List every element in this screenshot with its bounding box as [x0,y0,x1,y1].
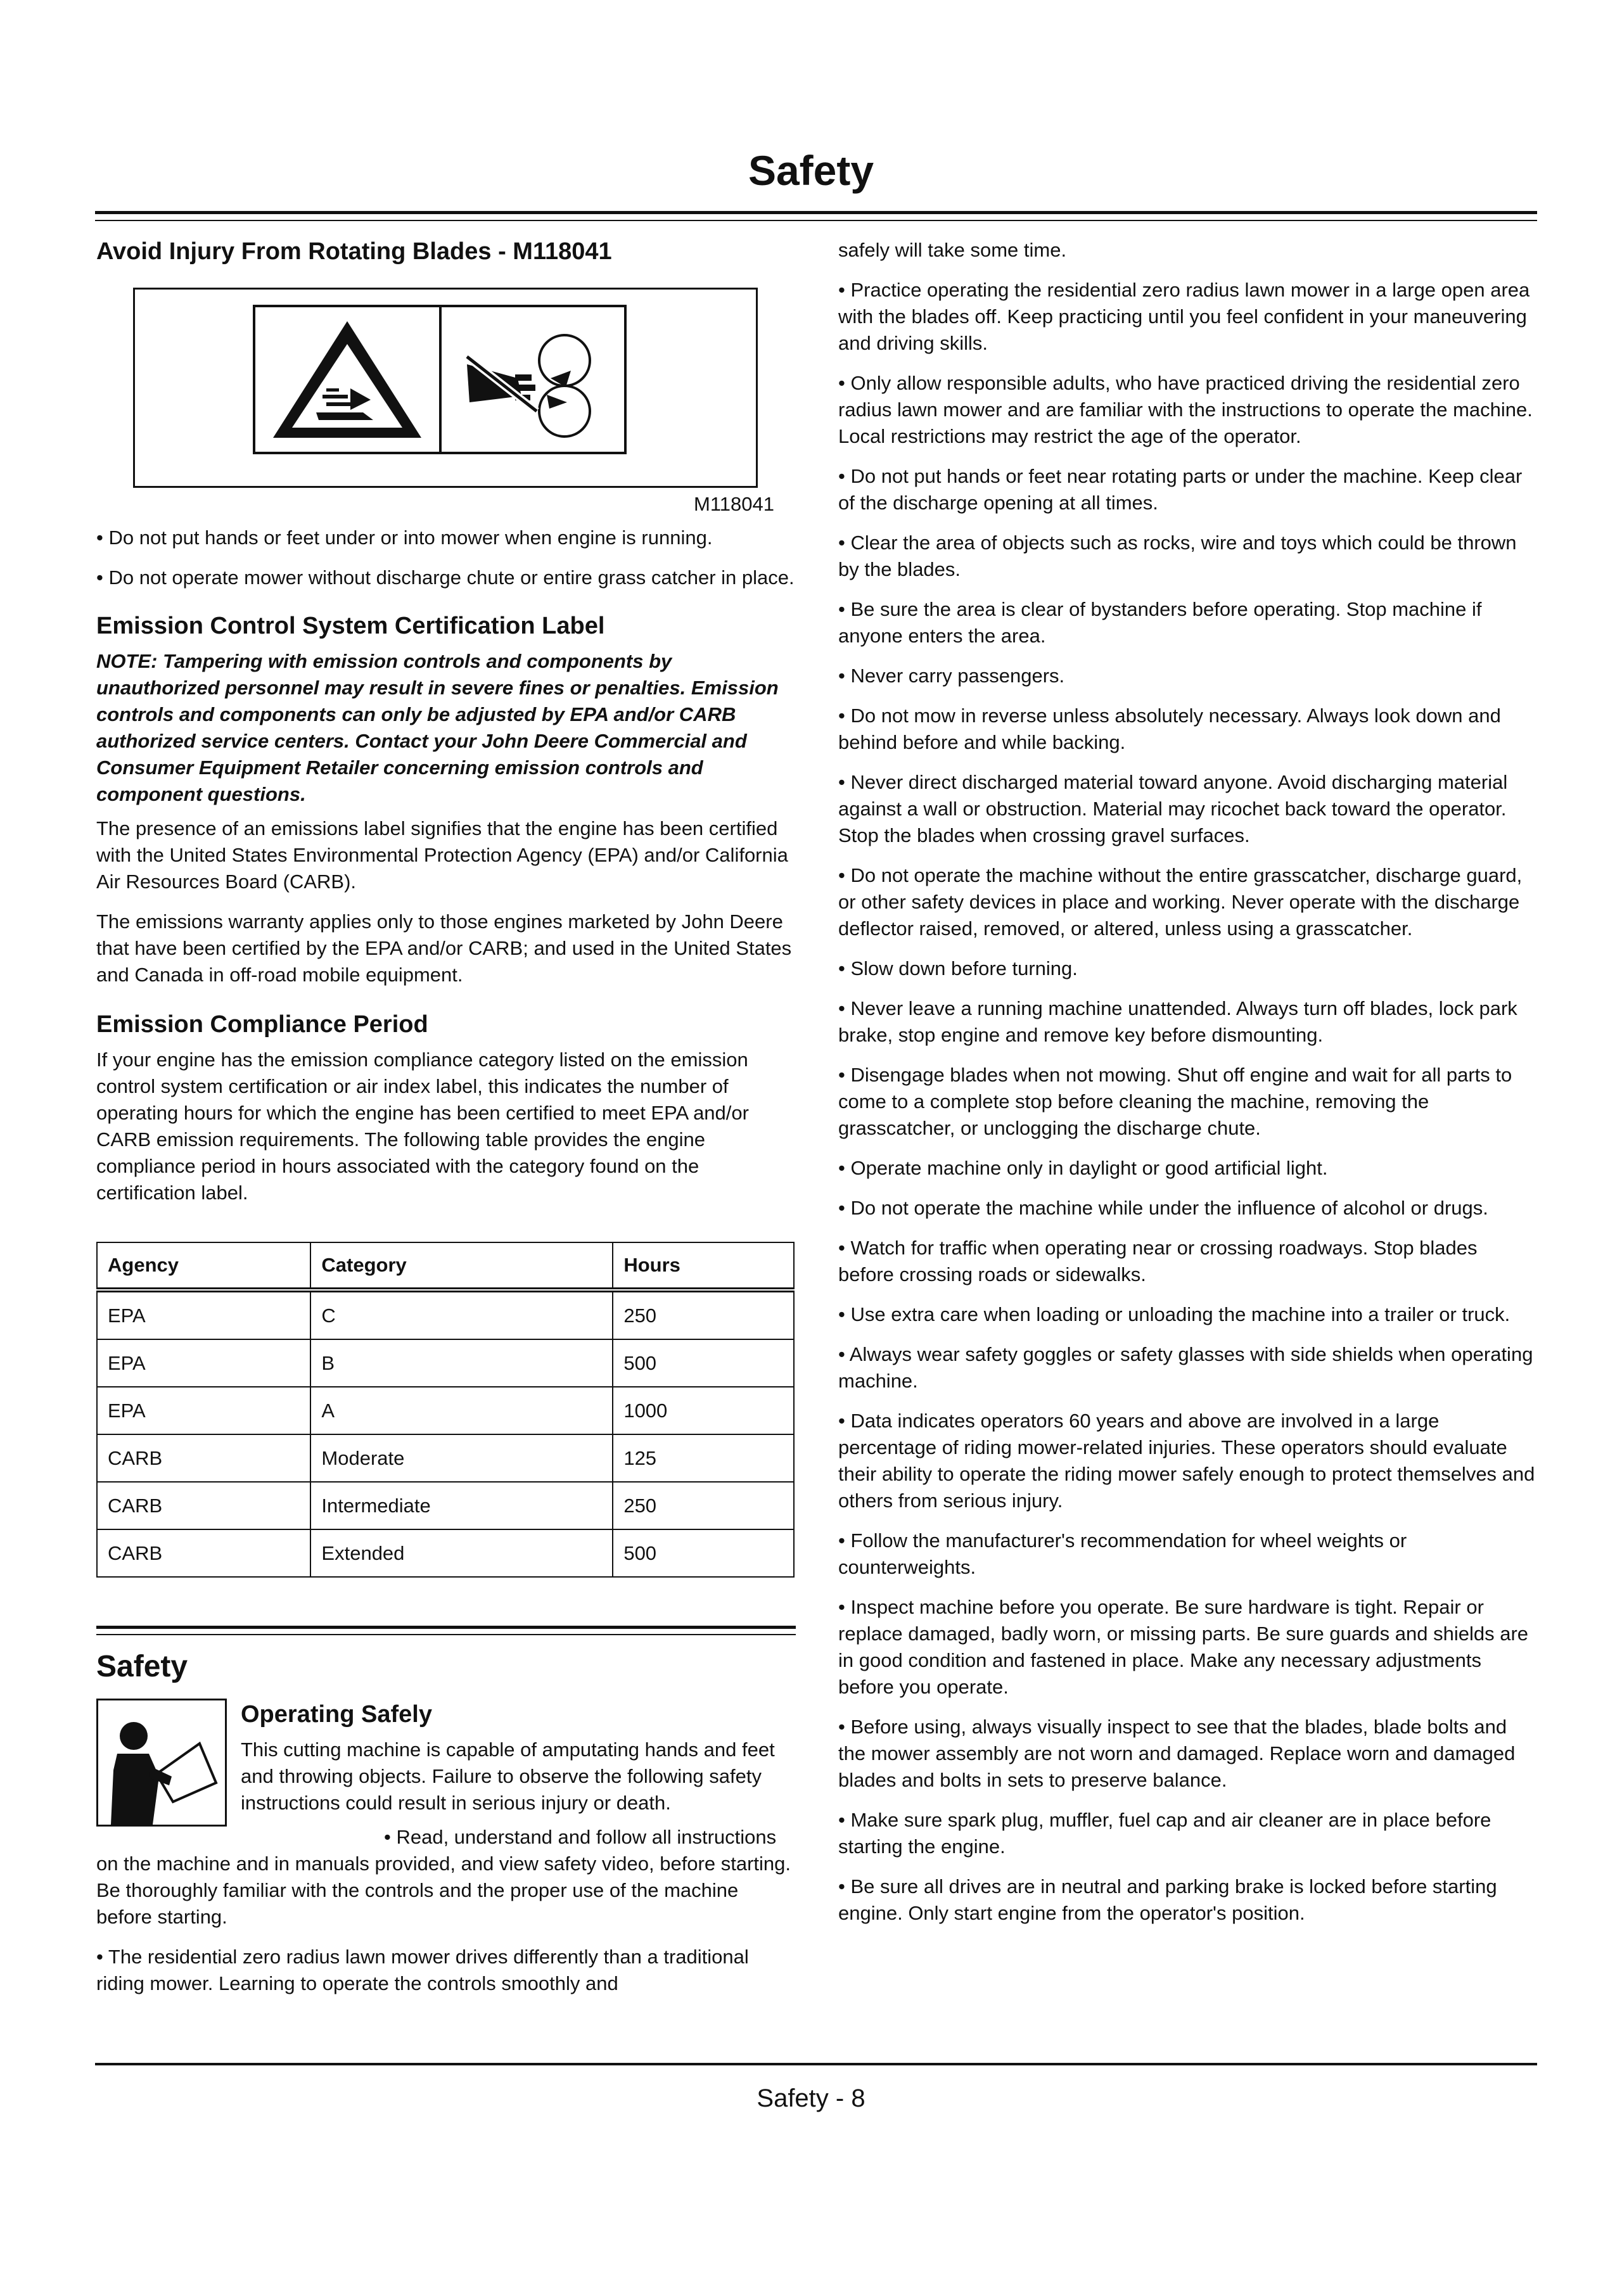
label-reference-code: M118041 [694,493,774,515]
safety-bullet: • Slow down before turning. [838,957,1078,979]
tampering-note: NOTE: Tampering with emission controls and components by unauthorized personnel may result in severe fines or penalties. Emission controls and components can only be adjusted by EPA and/or CARB authorized service centers. Contact your John Deere Commercial and Consumer Equipment Retailer concerning emission controls and component questions. [96,650,779,805]
no-hands-blade-icon [442,307,624,452]
safety-bullet: • Never carry passengers. [838,665,1065,687]
safety-bullet: • Always wear safety goggles or safety glasses with side shields when operating machine. [838,1343,1533,1392]
table-cell: A [310,1387,613,1434]
table-cell: Extended [310,1529,613,1577]
safety-bullet: • Never leave a running machine unattended. Always turn off blades, lock park brake, stop engine and remove key before dismounting. [838,997,1517,1046]
column-header: Agency [97,1242,310,1290]
table-cell: CARB [97,1529,310,1577]
safety-bullet: • Only allow responsible adults, who have practiced driving the residential zero radius lawn mower and are familiar with the instructions to operate the machine. Local restrictions may restrict the age of the operator. [838,372,1533,447]
table-cell: C [310,1290,613,1339]
table-cell: 250 [613,1482,794,1529]
operating-bullet: • The residential zero radius lawn mower drives differently than a traditional riding mower. Learning to operate the controls smoothly and [96,1946,749,1994]
safety-bullet: • Before using, always visually inspect to see that the blades, blade bolts and the mower assembly are not worn and damaged. Replace worn and damaged blades and bolts in sets to preserve balance. [838,1716,1516,1791]
header-rule-thin [95,220,1537,221]
safety-bullet: • Never direct discharged material toward anyone. Avoid discharging material against a wall or obstruction. Material may ricochet back toward the operator. Stop the blades when crossing gravel surfaces. [838,771,1508,846]
safety-bullet: • Clear the area of objects such as rocks, wire and toys which could be thrown by the blades. [838,532,1517,580]
safety-label-pictograms [253,305,627,454]
warning-triangle-icon [255,307,439,452]
left-column [96,236,796,2010]
safety-bullet: • Use extra care when loading or unloading the machine into a trailer or truck. [838,1303,1510,1325]
safety-bullet: • Practice operating the residential zero radius lawn mower in a large open area with the blades off. Keep practicing until you feel confident in your maneuvering and driving skills. [838,279,1530,354]
blade-bullet: • Do not put hands or feet under or into mower when engine is running. [96,526,713,549]
safety-label-image [133,288,758,488]
table-cell: 125 [613,1434,794,1482]
blades-heading: Avoid Injury From Rotating Blades - M118041 [96,238,612,265]
emission-heading: Emission Control System Certification Label [96,613,605,639]
emission-paragraph: The emissions warranty applies only to those engines marketed by John Deere that have been certified by the EPA and/or CARB; and used in the United States and Canada in off-road mobile equipment. [96,910,792,986]
page-title: Safety [748,147,874,194]
header-rule [95,211,1537,214]
table-cell: EPA [97,1339,310,1387]
safety-bullet: • Data indicates operators 60 years and above are involved in a large percentage of riding mower-related injuries. These operators should evaluate their ability to operate the riding mower safely enough to protect themselves and others from serious injury. [838,1410,1535,1512]
compliance-paragraph: If your engine has the emission compliance category listed on the emission control system certification or air index label, this indicates the number of operating hours for which the engine has been certified to meet EPA and/or CARB emission requirements. The following table provides the engine compliance period in hours associated with the category found on the certification label. [96,1049,749,1204]
table-cell: Moderate [310,1434,613,1482]
safety-bullet: • Do not mow in reverse unless absolutely necessary. Always look down and behind before and while backing. [838,705,1501,753]
compliance-heading: Emission Compliance Period [96,1011,428,1038]
safety-bullet: • Make sure spark plug, muffler, fuel cap and air cleaner are in place before starting the engine. [838,1809,1491,1858]
table-cell: 250 [613,1290,794,1339]
safety-bullet: • Inspect machine before you operate. Be sure hardware is tight. Repair or replace damaged, badly worn, or missing parts. Be sure guards and shields are in good condition and fastened in place. Make any necessary adjustments before you operate. [838,1596,1529,1698]
page-number: Safety - 8 [757,2084,865,2112]
table-cell: 1000 [613,1387,794,1434]
table-cell: 500 [613,1529,794,1577]
read-manual-icon [96,1699,227,1827]
table-cell: CARB [97,1482,310,1529]
emission-paragraph: The presence of an emissions label signifies that the engine has been certified with the United States Environmental Protection Agency (EPA) and/or California Air Resources Board (CARB). [96,817,788,893]
table-row [97,1339,794,1387]
table-cell: Intermediate [310,1482,613,1529]
section-rule-thin [96,1634,796,1635]
table-cell: 500 [613,1339,794,1387]
blade-bullet: • Do not operate mower without discharge chute or entire grass catcher in place. [96,566,795,589]
table-row [97,1529,794,1577]
operating-safely-section [96,1699,796,1997]
operating-safely-heading: Operating Safely [241,1701,432,1728]
footer-rule [95,2063,1537,2065]
safety-section-title: Safety [96,1650,188,1683]
table-header-row [97,1242,794,1290]
right-column [838,237,1537,1940]
compliance-table [96,1242,795,1578]
column-header: Category [310,1242,613,1290]
safety-bullet: • Do not put hands or feet near rotating parts or under the machine. Keep clear of the discharge opening at all times. [838,465,1523,514]
safety-bullet: • Be sure all drives are in neutral and parking brake is locked before starting engine. Only start engine from the operator's position. [838,1875,1497,1924]
safety-paragraph: safely will take some time. [838,239,1067,261]
table-row [97,1290,794,1339]
operating-bullet: • Read, understand and follow all instructions on the machine and in manuals provided, and view safety video, before starting. Be thoroughly familiar with the controls and the proper use of the machine before starting. [96,1826,791,1928]
table-cell: EPA [97,1387,310,1434]
table-row [97,1387,794,1434]
safety-bullet: • Disengage blades when not mowing. Shut off engine and wait for all parts to come to a complete stop before cleaning the machine, removing the grasscatcher, or unclogging the discharge chute. [838,1064,1512,1139]
section-rule [96,1626,796,1629]
table-row [97,1482,794,1529]
safety-bullet: • Operate machine only in daylight or good artificial light. [838,1157,1328,1179]
table-cell: B [310,1339,613,1387]
table-row [97,1434,794,1482]
column-header: Hours [613,1242,794,1290]
safety-bullet: • Do not operate the machine without the entire grasscatcher, discharge guard, or other safety devices in place and working. Never operate with the discharge deflector raised, removed, or altered, unless using a grasscatcher. [838,864,1523,940]
table-cell: EPA [97,1290,310,1339]
operating-intro: This cutting machine is capable of amputating hands and feet and throwing objects. Failure to observe the following safety instructions could result in serious injury or death. [241,1738,775,1814]
safety-bullet: • Be sure the area is clear of bystanders before operating. Stop machine if anyone enters the area. [838,598,1482,647]
safety-bullet: • Do not operate the machine while under the influence of alcohol or drugs. [838,1197,1488,1219]
safety-bullet: • Watch for traffic when operating near or crossing roadways. Stop blades before crossing roads or sidewalks. [838,1237,1478,1285]
safety-bullet: • Follow the manufacturer's recommendation for wheel weights or counterweights. [838,1529,1407,1578]
table-cell: CARB [97,1434,310,1482]
